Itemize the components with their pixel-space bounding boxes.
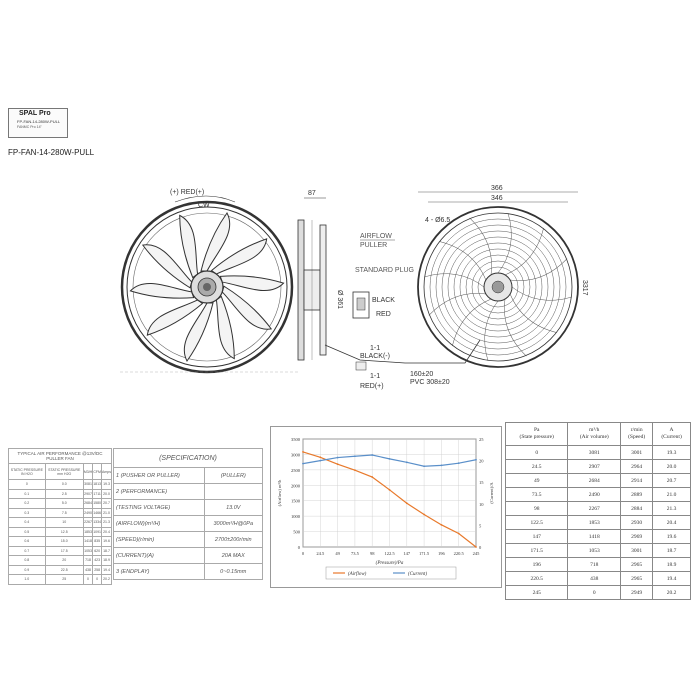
perf-cell: 2.5 <box>45 489 83 499</box>
data-table-cell: 21.0 <box>653 488 691 502</box>
y-left-tick-label: 1000 <box>291 514 300 520</box>
spec-value: (PULLER) <box>204 468 263 484</box>
data-table-cell: 2907 <box>568 460 621 474</box>
perf-row <box>9 508 112 518</box>
data-table-header <box>568 423 621 446</box>
perf-row <box>9 499 112 509</box>
data-table-header <box>506 423 568 446</box>
perf-cell: 718 <box>83 556 92 566</box>
perf-row <box>9 527 112 537</box>
data-point <box>371 476 373 478</box>
perf-cell: 1053 <box>83 546 92 556</box>
y-left-tick-label: 1500 <box>291 498 300 504</box>
perf-cell: 19.4 <box>102 565 112 575</box>
perf-cell: 1091 <box>93 527 102 537</box>
spec-value: 13.0V <box>204 500 263 516</box>
perf-cell: 2907 <box>83 489 92 499</box>
spec-row <box>114 548 263 564</box>
data-table-row <box>506 460 691 474</box>
data-point <box>319 460 321 462</box>
data-table-cell: 171.5 <box>506 544 568 558</box>
puller-label: PULLER <box>360 242 388 249</box>
data-table <box>505 422 691 600</box>
perf-header: CFM <box>93 464 102 480</box>
spec-label: (TESTING VOLTAGE) <box>114 500 205 516</box>
perf-cell: 19.3 <box>102 480 112 490</box>
data-point <box>371 454 373 456</box>
perf-cell: 0.2 <box>9 499 46 509</box>
perf-cell: 20.2 <box>102 575 112 585</box>
data-point <box>354 469 356 471</box>
data-point <box>302 451 304 453</box>
spec-value: 0~0.15mm <box>204 564 263 580</box>
perf-cell: 1466 <box>93 508 102 518</box>
x-tick-label: 196 <box>438 551 445 556</box>
header-desc: (State pressure) <box>519 434 554 440</box>
data-table-cell: 2267 <box>568 502 621 516</box>
spec-value: 3000m³/H@0Pa <box>204 516 263 532</box>
perf-cell: 2267 <box>83 518 92 528</box>
data-table-row <box>506 572 691 586</box>
spec-value: 2700±200r/min <box>204 532 263 548</box>
legend-label: (Current) <box>408 572 427 577</box>
technical-drawing <box>120 180 600 405</box>
x-tick-label: 220.5 <box>453 551 464 556</box>
header-unit: A <box>669 427 674 433</box>
wire-length1: 160±20 <box>410 371 434 378</box>
data-table-cell: 2965 <box>621 558 653 572</box>
data-table-cell: 18.7 <box>653 544 691 558</box>
perf-cell: 0 <box>93 575 102 585</box>
y-right-axis-label: (Current)/A <box>489 482 494 504</box>
performance-chart-box <box>270 426 502 588</box>
airflow-label: AIRFLOW <box>360 233 392 240</box>
x-tick-label: 0 <box>301 551 305 556</box>
data-table-cell: 2914 <box>621 474 653 488</box>
data-point <box>406 461 408 463</box>
x-tick-label: 171.5 <box>419 551 430 556</box>
data-table-cell: 2884 <box>621 502 653 516</box>
data-table-cell: 0 <box>568 586 621 600</box>
perf-cell: 0.6 <box>9 537 46 547</box>
y-left-tick-label: 3000 <box>291 452 300 458</box>
perf-cell: 1580 <box>93 499 102 509</box>
perf-cell: 19.6 <box>102 537 112 547</box>
legend-box <box>326 567 456 579</box>
data-table-cell: 3001 <box>621 544 653 558</box>
data-table-row <box>506 474 691 488</box>
wire-note2b: RED(+) <box>360 383 384 390</box>
data-table-row <box>506 544 691 558</box>
perf-cell: 1418 <box>83 537 92 547</box>
perf-row <box>9 518 112 528</box>
perf-cell: 835 <box>93 537 102 547</box>
x-axis-label: (Pressure)/Pa <box>375 561 404 566</box>
perf-cell: 1334 <box>93 518 102 528</box>
perf-row <box>9 575 112 585</box>
spec-value <box>204 484 263 500</box>
performance-chart <box>271 427 501 587</box>
spec-value: 20A MAX <box>204 548 263 564</box>
data-table-cell: 196 <box>506 558 568 572</box>
perf-cell: 2490 <box>83 508 92 518</box>
logo-line2: FANMC Pro 14" <box>17 125 42 129</box>
x-tick-label: 245 <box>472 551 480 556</box>
data-table-header <box>653 423 691 446</box>
wire-note2: 1-1 <box>370 373 381 380</box>
y-right-tick-label: 20 <box>479 458 484 464</box>
perf-row <box>9 546 112 556</box>
perf-cell: 17.5 <box>45 546 83 556</box>
data-point <box>337 463 339 465</box>
y-left-axis-label: (Airflow) m³/h <box>277 479 282 507</box>
perf-row <box>9 565 112 575</box>
data-point <box>475 546 477 548</box>
perf-cell: 10 <box>45 518 83 528</box>
header-desc: (Air volume) <box>579 434 609 440</box>
data-table-cell: 2969 <box>621 530 653 544</box>
y-right-tick-label: 25 <box>479 437 484 442</box>
x-tick-label: 49 <box>335 551 340 556</box>
spec-table <box>113 448 263 580</box>
header-unit: Pa <box>533 427 540 433</box>
spec-row <box>114 468 263 484</box>
data-table-cell: 1053 <box>568 544 621 558</box>
perf-cell: 3081 <box>83 480 92 490</box>
perf-cell: 18.7 <box>102 546 112 556</box>
header-unit: m³/h <box>589 427 600 433</box>
perf-cell: 620 <box>93 546 102 556</box>
y-right-tick-label: 5 <box>479 523 482 529</box>
data-table-cell: 2964 <box>621 460 653 474</box>
data-point <box>458 533 460 535</box>
data-table-cell: 122.5 <box>506 516 568 530</box>
perf-cell: 1.0 <box>9 575 46 585</box>
data-table-cell: 3081 <box>568 446 621 460</box>
data-table-cell: 438 <box>568 572 621 586</box>
perf-cell: 20.0 <box>102 489 112 499</box>
fan-dimension: 346 <box>491 195 503 202</box>
perf-cell: 5.0 <box>45 499 83 509</box>
perf-cell: 12.5 <box>45 527 83 537</box>
y-left-tick-label: 500 <box>293 529 300 535</box>
perf-cell: 0.3 <box>9 508 46 518</box>
y-left-tick-label: 3500 <box>291 437 300 442</box>
data-table-cell: 20.7 <box>653 474 691 488</box>
perf-cell: 22.5 <box>45 565 83 575</box>
data-table-cell: 20.0 <box>653 460 691 474</box>
fan-back-view <box>418 207 578 367</box>
spec-label: 2 (PERFORMANCE) <box>114 484 205 500</box>
data-table-row <box>506 488 691 502</box>
perf-cell: 21.0 <box>102 508 112 518</box>
perf-cell: 7.5 <box>45 508 83 518</box>
data-table-row <box>506 586 691 600</box>
spec-label: 1 (PUSHER OR PULLER) <box>114 468 205 484</box>
data-point <box>423 465 425 467</box>
data-table-row <box>506 558 691 572</box>
perf-cell: 438 <box>83 565 92 575</box>
spec-row <box>114 516 263 532</box>
y-right-tick-label: 0 <box>479 545 482 550</box>
data-table-cell: 49 <box>506 474 568 488</box>
perf-cell: 18.9 <box>102 556 112 566</box>
fan-side-view <box>298 190 343 360</box>
data-table-cell: 2684 <box>568 474 621 488</box>
spec-row <box>114 484 263 500</box>
standard-plug-label: STANDARD PLUG <box>355 267 414 274</box>
data-table-cell: 2949 <box>621 586 653 600</box>
perf-cell: 0.7 <box>9 546 46 556</box>
perf-cell: 15.0 <box>45 537 83 547</box>
data-table-cell: 21.3 <box>653 502 691 516</box>
logo-line1: FP-FAN-14-280W-PULL <box>17 119 61 124</box>
perf-cell: 25 <box>45 575 83 585</box>
black-wire-label: BLACK <box>372 297 395 304</box>
data-table-row <box>506 516 691 530</box>
perf-cell: 0.9 <box>9 565 46 575</box>
data-point <box>337 457 339 459</box>
perf-cell: 2684 <box>83 499 92 509</box>
wire-note1: 1-1 <box>370 345 381 352</box>
data-table-cell: 2490 <box>568 488 621 502</box>
spec-row <box>114 532 263 548</box>
data-table-cell: 20.2 <box>653 586 691 600</box>
data-table-cell: 98 <box>506 502 568 516</box>
data-table-cell: 3001 <box>621 446 653 460</box>
performance-table <box>8 448 112 585</box>
perf-row <box>9 556 112 566</box>
data-table-row <box>506 530 691 544</box>
perf-cell: 21.3 <box>102 518 112 528</box>
data-table-cell: 1418 <box>568 530 621 544</box>
perf-header: M3/H <box>83 464 92 480</box>
header-unit: r/min <box>630 427 643 433</box>
fan-front-view <box>122 202 292 372</box>
y-right-tick-label: 15 <box>479 480 484 486</box>
perf-cell: 423 <box>93 556 102 566</box>
spec-row <box>114 500 263 516</box>
perf-cell: 0.4 <box>9 518 46 528</box>
data-table-cell: 245 <box>506 586 568 600</box>
perf-header: STATIC PRESSURE mm H2O <box>45 464 83 480</box>
perf-cell: 0.8 <box>9 556 46 566</box>
data-table-cell: 18.9 <box>653 558 691 572</box>
data-table-cell: 147 <box>506 530 568 544</box>
spec-label: (AIRFLOW)(m³/H) <box>114 516 205 532</box>
brand-logo-box <box>8 108 68 138</box>
spec-label: (SPEED)(r/min) <box>114 532 205 548</box>
data-point <box>354 455 356 457</box>
data-point <box>389 458 391 460</box>
y-left-tick-label: 0 <box>297 545 300 550</box>
spec-caption: (SPECIFICATION) <box>114 449 263 468</box>
perf-cell: 20.4 <box>102 527 112 537</box>
data-point <box>441 464 443 466</box>
data-point <box>389 489 391 491</box>
data-table-cell: 20.4 <box>653 516 691 530</box>
x-tick-label: 147 <box>403 551 411 556</box>
spec-row <box>114 564 263 580</box>
data-table-row <box>506 446 691 460</box>
data-table-cell: 718 <box>568 558 621 572</box>
perf-cell: 258 <box>93 565 102 575</box>
y-left-tick-label: 2500 <box>291 467 300 473</box>
hole-label: 4 - Ø6.5 <box>425 217 451 224</box>
perf-header: STATIC PRESSURE IN H2O <box>9 464 46 480</box>
brand-logo: SPAL Pro <box>19 110 51 117</box>
data-table-cell: 1853 <box>568 516 621 530</box>
data-table-cell: 0 <box>506 446 568 460</box>
data-point <box>458 462 460 464</box>
perf-cell: 0 <box>9 480 46 490</box>
data-table-cell: 2930 <box>621 516 653 530</box>
y-right-tick-label: 10 <box>479 501 484 507</box>
data-table-cell: 19.4 <box>653 572 691 586</box>
height-dimension: Ø 361 <box>336 290 343 310</box>
depth-dimension: 87 <box>308 190 316 197</box>
perf-caption: TYPICAL AIR PERFORMANCE @13V/DC PULLER FAN <box>9 449 112 464</box>
data-table-cell: 220.5 <box>506 572 568 586</box>
x-tick-label: 73.5 <box>350 551 359 556</box>
part-number: FP-FAN-14-280W-PULL <box>8 148 95 157</box>
perf-header: Amps <box>102 464 112 480</box>
data-table-cell: 24.5 <box>506 460 568 474</box>
data-table-header <box>621 423 653 446</box>
data-point <box>441 524 443 526</box>
wire-length2: PVC 308±20 <box>410 379 450 386</box>
perf-cell: 20.7 <box>102 499 112 509</box>
perf-cell: 20 <box>45 556 83 566</box>
perf-cell: 0 <box>83 575 92 585</box>
perf-row <box>9 480 112 490</box>
data-point <box>302 463 304 465</box>
data-point <box>319 456 321 458</box>
spec-label: (CURRENT)(A) <box>114 548 205 564</box>
side-dimension: 3317 <box>581 280 588 296</box>
data-point <box>406 502 408 504</box>
perf-cell: 0.0 <box>45 480 83 490</box>
header-desc: (Speed) <box>628 434 646 440</box>
legend-label: (Airflow) <box>348 572 367 577</box>
rotation-label: (+) RED(+) <box>170 189 205 196</box>
data-table-row <box>506 502 691 516</box>
data-table-cell: 73.5 <box>506 488 568 502</box>
wire-note1b: BLACK(-) <box>360 353 390 360</box>
perf-cell: 1711 <box>93 489 102 499</box>
data-table-cell: 2889 <box>621 488 653 502</box>
header-desc: (Current) <box>661 434 682 440</box>
data-table-cell: 19.6 <box>653 530 691 544</box>
data-table-cell: 19.3 <box>653 446 691 460</box>
perf-row <box>9 489 112 499</box>
y-left-tick-label: 2000 <box>291 483 300 489</box>
perf-cell: 0.5 <box>9 527 46 537</box>
red-wire-label: RED <box>376 311 391 318</box>
x-tick-label: 24.5 <box>316 551 325 556</box>
perf-cell: 1853 <box>83 527 92 537</box>
perf-cell: 0.1 <box>9 489 46 499</box>
data-point <box>423 514 425 516</box>
cw-label: CW <box>198 202 210 209</box>
spec-label: 3 (ENDPLAY) <box>114 564 205 580</box>
perf-cell: 1813 <box>93 480 102 490</box>
x-tick-label: 98 <box>369 551 375 556</box>
perf-row <box>9 537 112 547</box>
data-table-cell: 2965 <box>621 572 653 586</box>
x-tick-label: 122.5 <box>384 551 395 556</box>
width-dimension: 366 <box>491 185 503 192</box>
data-point <box>475 459 477 461</box>
